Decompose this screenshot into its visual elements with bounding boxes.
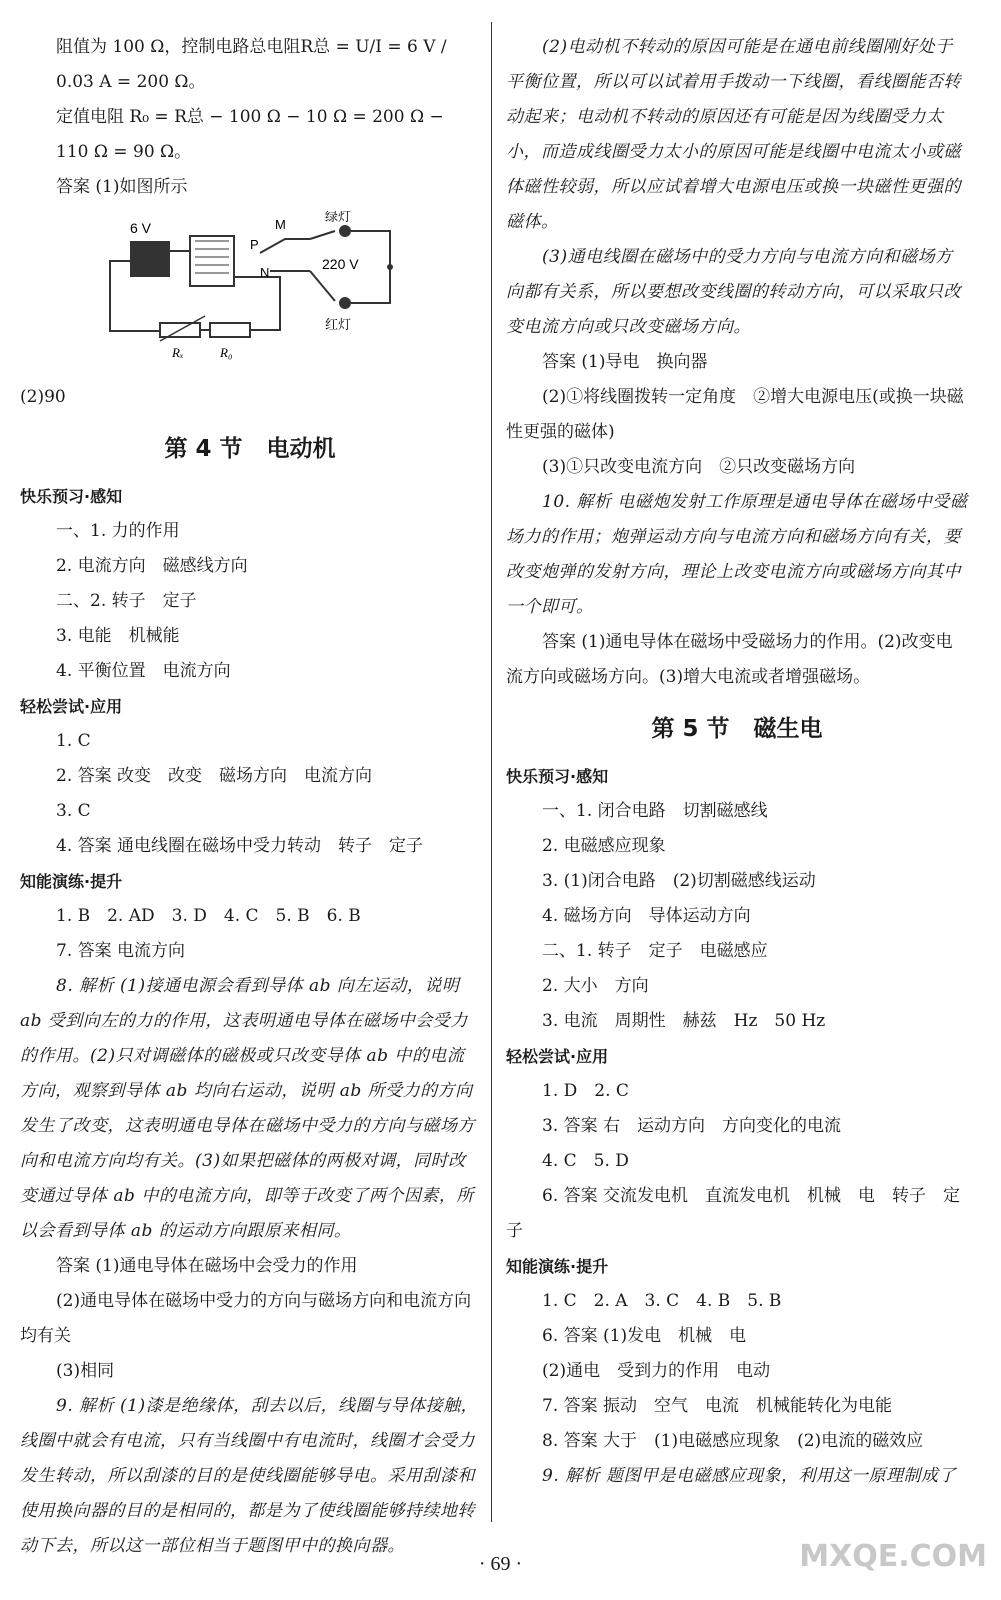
item: 2. 电磁感应现象 <box>542 836 666 856</box>
item: 2. 电流方向 磁感线方向 <box>56 556 248 576</box>
answer-label: 答案 (1)如图所示 <box>56 177 188 197</box>
item: 7. 答案 振动 空气 电流 机械能转化为电能 <box>542 1396 893 1416</box>
answer-10: 答案 (1)通电导体在磁场中受磁场力的作用。(2)改变电流方向或磁场方向。(3)增大电流或者增强磁场。 <box>506 632 953 687</box>
item: (3)相同 <box>56 1361 115 1381</box>
item: 1. C <box>56 731 91 751</box>
answer-2: (2)90 <box>20 387 66 407</box>
item: 3. (1)闭合电路 (2)切割磁感线运动 <box>542 871 816 891</box>
item: 二、2. 转子 定子 <box>56 591 197 611</box>
green-light-label: 绿灯 <box>325 211 352 225</box>
terminal-m: M <box>275 217 286 232</box>
item: 3. 电能 机械能 <box>56 626 180 646</box>
item: 1. D 2. C <box>542 1081 629 1101</box>
analysis-9-3: (3)通电线圈在磁场中的受力方向与电流方向和磁场方向都有关系，所以要想改变线圈的转动方向，可以采取只改变电流方向或只改变磁场方向。 <box>506 247 961 337</box>
item: 答案 (1)通电导体在磁场中会受力的作用 <box>56 1256 358 1276</box>
item: 7. 答案 电流方向 <box>56 941 186 961</box>
right-column <box>506 30 968 1494</box>
electromagnet-icon <box>190 236 234 286</box>
watermark-logo: MXQE.COM <box>799 1539 987 1574</box>
item: 二、1. 转子 定子 电磁感应 <box>542 941 768 961</box>
section-title-5: 第 5 节 磁生电 <box>651 716 823 742</box>
section-preview: 快乐预习·感知 <box>506 767 609 786</box>
red-light-label: 红灯 <box>325 318 352 333</box>
item: 4. 磁场方向 导体运动方向 <box>542 906 751 926</box>
voltage-220-label: 220 V <box>322 256 359 272</box>
item: 4. C 5. D <box>542 1151 629 1171</box>
section-title-4: 第 4 节 电动机 <box>164 436 336 462</box>
section-try: 轻松尝试·应用 <box>506 1047 609 1066</box>
item: (3)①只改变电流方向 ②只改变磁场方向 <box>542 457 856 477</box>
item: (2)通电 受到力的作用 电动 <box>542 1361 771 1381</box>
section-practice: 知能演练·提升 <box>20 872 123 891</box>
analysis-8: 8. 解析 (1)接通电源会看到导体 ab 向左运动，说明 ab 受到向左的力的作用，这表明通电导体在磁场中会受力的作用。(2)只对调磁体的磁极或只改变导体 ab 中的电流方向，观察到导体 ab 均向右运动，说明 ab 所受力的方向发生了改变，这表明通电导体在磁场中受力的方向与磁场方向和电流方向均有关。(3)如果把磁体的两极对调，同时改变通过导体 ab 中的电流方向，即等于改变了两个因素，所以会看到导体 ab 的运动方向跟原来相同。 <box>20 976 475 1241</box>
circuit-diagram <box>100 211 420 361</box>
item: (2)通电导体在磁场中受力的方向与磁场方向和电流方向均有关 <box>20 1291 472 1346</box>
battery-icon <box>130 241 170 277</box>
r0-label: R₀ <box>220 345 233 360</box>
page-number: · 69 · <box>478 1553 523 1575</box>
analysis-9-right: 9. 解析 题图甲是电磁感应现象，利用这一原理制成了 <box>542 1466 957 1486</box>
item: 1. C 2. A 3. C 4. B 5. B <box>542 1291 782 1311</box>
item: 答案 (1)导电 换向器 <box>542 352 708 372</box>
battery-label: 6 V <box>130 220 152 236</box>
red-light-icon <box>339 297 351 309</box>
terminal-n: N <box>260 265 270 280</box>
item: 3. 电流 周期性 赫兹 Hz 50 Hz <box>542 1011 826 1031</box>
column-divider <box>491 22 492 1522</box>
section-practice: 知能演练·提升 <box>506 1257 609 1276</box>
item: 4. 答案 通电线圈在磁场中受力转动 转子 定子 <box>56 836 424 856</box>
terminal-p: P <box>250 237 259 252</box>
item: 3. 答案 右 运动方向 方向变化的电流 <box>542 1116 842 1136</box>
item: 2. 答案 改变 改变 磁场方向 电流方向 <box>56 766 373 786</box>
item: 8. 答案 大于 (1)电磁感应现象 (2)电流的磁效应 <box>542 1431 924 1451</box>
item: 4. 平衡位置 电流方向 <box>56 661 231 681</box>
item: 一、1. 力的作用 <box>56 521 180 541</box>
green-light-icon <box>339 225 351 237</box>
calc-line-1: 阻值为 100 Ω，控制电路总电阻R总 = U/I = 6 V / 0.03 A = 200 Ω。 <box>56 37 447 92</box>
item: 6. 答案 (1)发电 机械 电 <box>542 1326 747 1346</box>
item: 3. C <box>56 801 91 821</box>
item: 6. 答案 交流发电机 直流发电机 机械 电 转子 定子 <box>506 1186 961 1241</box>
r0-resistor-icon <box>210 323 250 337</box>
calc-line-2: 定值电阻 R₀ = R总 − 100 Ω − 10 Ω = 200 Ω − 110 Ω = 90 Ω。 <box>56 107 444 162</box>
analysis-9: 9. 解析 (1)漆是绝缘体，刮去以后，线圈与导体接触，线圈中就会有电流，只有当线圈中有电流时，线圈才会受力发生转动，所以刮漆的目的是使线圈能够导电。采用刮漆和使用换向器的目的是相同的，都是为了使线圈能够持续地转动下去，所以这一部位相当于题图甲中的换向器。 <box>20 1396 479 1556</box>
left-column <box>20 30 480 1564</box>
rx-label: Rₓ <box>172 345 184 360</box>
item: 1. B 2. AD 3. D 4. C 5. B 6. B <box>56 906 361 926</box>
section-preview: 快乐预习·感知 <box>20 487 123 506</box>
section-try: 轻松尝试·应用 <box>20 697 123 716</box>
item: 一、1. 闭合电路 切割磁感线 <box>542 801 768 821</box>
analysis-10: 10. 解析 电磁炮发射工作原理是通电导体在磁场中受磁场力的作用；炮弹运动方向与电流方向和磁场方向有关，要改变炮弹的发射方向，理论上改变电流方向或磁场方向其中一个即可。 <box>506 492 968 617</box>
item: (2)①将线圈拨转一定角度 ②增大电源电压(或换一块磁性更强的磁体) <box>506 387 964 442</box>
analysis-9-2: (2)电动机不转动的原因可能是在通电前线圈刚好处于平衡位置，所以可以试着用手拨动一下线圈，看线圈能否转动起来；电动机不转动的原因还有可能是因为线圈受力太小，而造成线圈受力太小的原因可能是线圈中电流太小或磁体磁性较弱，所以应试着增大电源电压或换一块磁性更强的磁体。 <box>506 37 961 232</box>
item: 2. 大小 方向 <box>542 976 649 996</box>
